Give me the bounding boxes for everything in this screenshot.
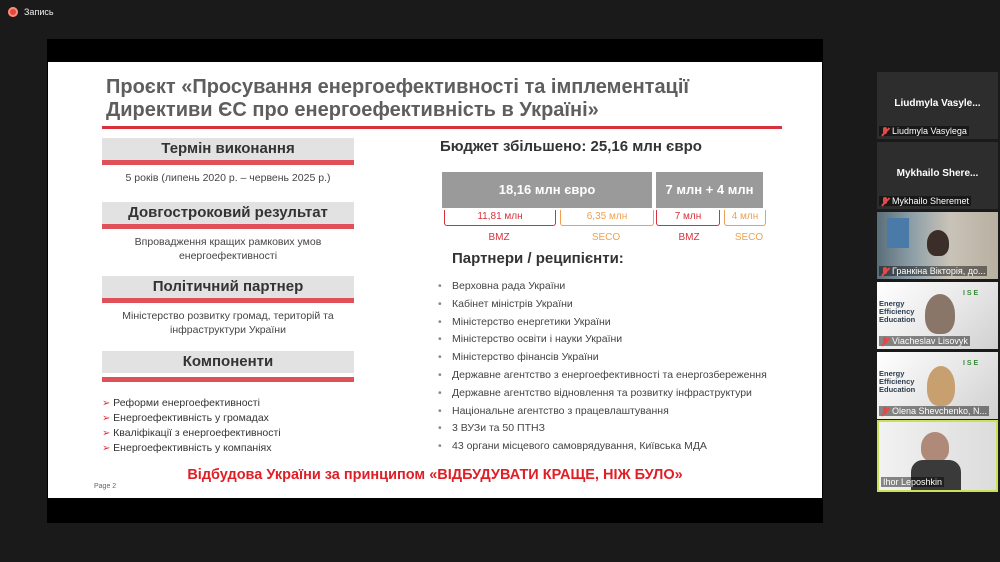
mic-muted-icon (881, 197, 889, 206)
record-icon (8, 7, 18, 17)
participant-tile-active-speaker[interactable] (877, 420, 998, 492)
participant-tile[interactable] (877, 142, 998, 209)
slide-title: Проєкт «Просування енергоефективності та імплементації Директиви ЄС про енергоефективність в Україні» (106, 76, 690, 121)
list-item: • Міністерство фінансів України (436, 349, 767, 367)
list-item: ➢ Енергоефективність у компаніях (102, 441, 281, 456)
participant-name: Liudmyla Vasylega (892, 126, 967, 136)
participant-name: Olena Shevchenko, N... (892, 406, 988, 416)
list-item: • 3 ВУЗи та 50 ПТНЗ (436, 420, 767, 438)
participant-label (879, 126, 969, 136)
section-components (102, 351, 354, 382)
section-bar (102, 224, 354, 229)
participant-tile[interactable] (877, 282, 998, 349)
partners-list (436, 278, 767, 456)
section-political-partner (102, 276, 354, 337)
list-item: ➢ Кваліфікації з енергоефективності (102, 426, 281, 441)
participant-tile[interactable] (877, 212, 998, 279)
budget-box-main: 18,16 млн євро (442, 172, 652, 208)
mic-muted-icon (881, 407, 889, 416)
participant-display-name: Liudmyla Vasyle... (894, 98, 981, 109)
section-text: 5 років (липень 2020 р. – червень 2025 р.) (125, 172, 331, 184)
ise-logo: I S E (963, 290, 979, 297)
participant-tile[interactable] (877, 352, 998, 419)
list-item: • Верховна рада України (436, 278, 767, 296)
participant-label (879, 336, 970, 346)
mic-muted-icon (881, 267, 889, 276)
participant-name: Гранкіна Вікторія, до... (892, 266, 986, 276)
title-divider (102, 126, 782, 129)
section-heading: Довгостроковий результат (102, 202, 354, 224)
mic-muted-icon (881, 127, 889, 136)
ise-logo: I S E (963, 360, 979, 367)
participant-label (881, 477, 944, 487)
section-heading: Політичний партнер (102, 276, 354, 298)
page-number: Page 2 (94, 483, 117, 490)
budget-label-seco: SECO (734, 232, 764, 243)
participant-name: Mykhailo Sheremet (892, 196, 970, 206)
participant-figure (921, 432, 949, 462)
participant-figure (927, 366, 955, 406)
presentation-slide (48, 62, 822, 498)
list-item: • 43 органи місцевого самоврядування, Київська МДА (436, 438, 767, 456)
list-item: • Державне агентство відновлення та розвитку інфраструктури (436, 385, 767, 403)
participant-name: Viacheslav Lisovyk (892, 336, 968, 346)
participant-figure (927, 230, 949, 256)
budget-bracket-bmz: 7 млн (656, 210, 720, 226)
components-list (102, 396, 281, 456)
participant-label (879, 406, 989, 416)
list-item: • Державне агентство з енергоефективності та енергозбереження (436, 367, 767, 385)
budget-box-extra: 7 млн + 4 млн (656, 172, 763, 208)
budget-label-bmz: BMZ (488, 232, 510, 243)
participant-figure (925, 294, 955, 334)
list-item: • Національне агентство з працевлаштування (436, 403, 767, 421)
section-text: Міністерство розвитку громад, територій та інфраструктури України (122, 310, 334, 336)
footer-slogan: Відбудова України за принципом «ВІДБУДУВАТИ КРАЩЕ, НІЖ БУЛО» (187, 467, 683, 483)
participant-label (879, 266, 987, 276)
list-item: ➢ Енергоефективність у громадах (102, 411, 281, 426)
budget-label-bmz: BMZ (678, 232, 700, 243)
list-item: • Кабінет міністрів України (436, 296, 767, 314)
section-long-term-result (102, 202, 354, 263)
section-text: Впровадження кращих рамкових умов енергоефективності (134, 236, 322, 262)
section-bar (102, 160, 354, 165)
participant-name: Ihor Leposhkin (883, 477, 943, 487)
participant-tile[interactable] (877, 72, 998, 139)
energy-efficiency-logo: Energy Efficiency Education (879, 299, 916, 324)
section-bar (102, 298, 354, 303)
list-item: • Міністерство енергетики України (436, 314, 767, 332)
budget-bracket-bmz: 11,81 млн (444, 210, 556, 226)
section-heading: Компоненти (102, 351, 354, 373)
section-duration (102, 138, 354, 185)
budget-bracket-seco: 4 млн (724, 210, 766, 226)
budget-label-seco: SECO (591, 232, 621, 243)
participant-display-name: Mykhailo Shere... (896, 168, 979, 179)
energy-efficiency-logo: Energy Efficiency Education (879, 369, 916, 394)
list-item: ➢ Реформи енергоефективності (102, 396, 281, 411)
budget-bracket-seco: 6,35 млн (560, 210, 654, 226)
list-item: • Міністерство освіти і науки України (436, 331, 767, 349)
section-heading: Термін виконання (102, 138, 354, 160)
participant-label (879, 196, 971, 206)
wall-picture (887, 218, 909, 248)
partners-title: Партнери / реципієнти: (452, 250, 624, 267)
mic-muted-icon (881, 337, 889, 346)
budget-title: Бюджет збільшено: 25,16 млн євро (440, 138, 702, 155)
section-bar (102, 377, 354, 382)
recording-label: Запись (24, 7, 54, 17)
recording-indicator[interactable] (8, 7, 54, 17)
